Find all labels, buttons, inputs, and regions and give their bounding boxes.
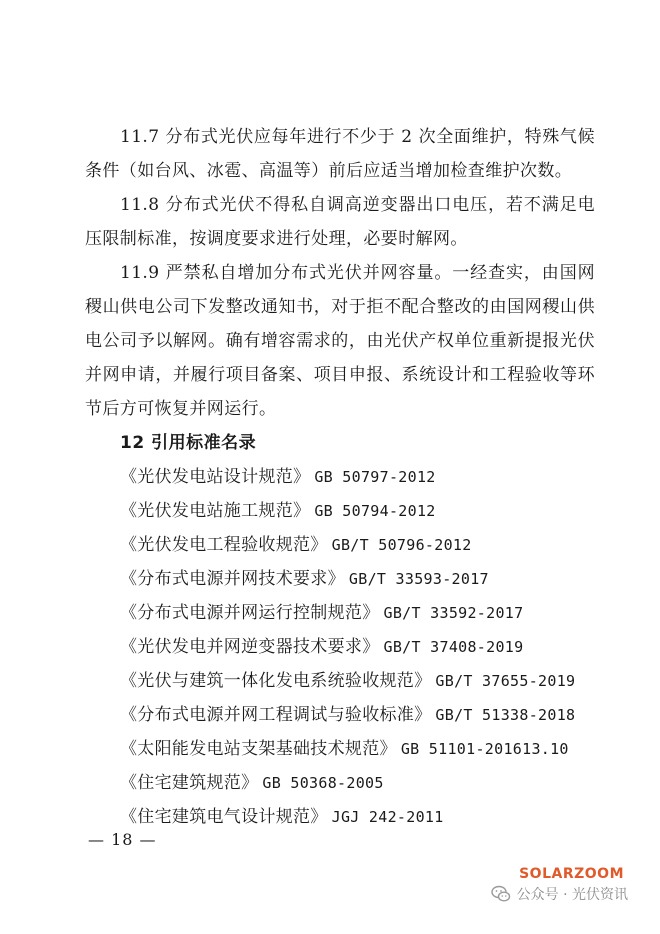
reference-item [120, 494, 595, 528]
reference-title: 《光伏发电站施工规范》 [120, 501, 311, 521]
reference-item [120, 698, 595, 732]
watermark-text: 公众号 · 光伏资讯 [516, 887, 628, 903]
reference-item [120, 766, 595, 800]
paragraph-11-7: 11.7 分布式光伏应每年进行不少于 2 次全面维护，特殊气候条件（如台风、冰雹、高温等）前后应适当增加检查维护次数。 [85, 127, 595, 181]
reference-code: GB/T 33593-2017 [348, 570, 489, 588]
reference-title: 《分布式电源并网工程调试与验收标准》 [120, 705, 432, 725]
reference-code: GB/T 37655-2019 [435, 672, 576, 690]
watermark [491, 884, 628, 904]
reference-item [120, 800, 595, 834]
reference-title: 《分布式电源并网运行控制规范》 [120, 603, 380, 623]
reference-title: 《光伏与建筑一体化发电系统验收规范》 [120, 671, 432, 691]
reference-code: GB/T 33592-2017 [383, 604, 524, 622]
reference-code: GB 51101-201613.10 [400, 740, 569, 758]
reference-code: GB/T 50796-2012 [331, 536, 472, 554]
reference-code: GB 50368-2005 [262, 774, 384, 792]
reference-title: 《光伏发电站设计规范》 [120, 467, 311, 487]
reference-item [120, 562, 595, 596]
wechat-icon [491, 884, 511, 904]
reference-title: 《住宅建筑电气设计规范》 [120, 807, 328, 827]
reference-title: 《光伏发电并网逆变器技术要求》 [120, 637, 380, 657]
reference-code: GB/T 51338-2018 [435, 706, 576, 724]
page-content [85, 120, 595, 834]
reference-code: GB/T 37408-2019 [383, 638, 524, 656]
paragraph-11-8: 11.8 分布式光伏不得私自调高逆变器出口电压，若不满足电压限制标准，按调度要求进行处理，必要时解网。 [85, 195, 595, 249]
reference-item [120, 528, 595, 562]
watermark-brand: SOLARZOOM [519, 866, 624, 882]
reference-title: 《太阳能发电站支架基础技术规范》 [120, 739, 397, 759]
reference-code: GB 50797-2012 [314, 468, 436, 486]
page-number: — 18 — [88, 830, 157, 849]
reference-title: 《分布式电源并网技术要求》 [120, 569, 345, 589]
paragraph-11-9: 11.9 严禁私自增加分布式光伏并网容量。一经查实，由国网稷山供电公司下发整改通知书，对于拒不配合整改的由国网稷山供电公司予以解网。确有增容需求的，由光伏产权单位重新提报光伏并网申请，并履行项目备案、项目申报、系统设计和工程验收等环节后方可恢复并网运行。 [85, 263, 595, 419]
reference-item [120, 732, 595, 766]
reference-item [120, 630, 595, 664]
section-heading: 12 引用标准名录 [120, 433, 257, 453]
reference-code: GB 50794-2012 [314, 502, 436, 520]
reference-title: 《光伏发电工程验收规范》 [120, 535, 328, 555]
reference-item [120, 664, 595, 698]
reference-code: JGJ 242-2011 [331, 808, 444, 826]
reference-item [120, 460, 595, 494]
reference-item [120, 596, 595, 630]
reference-list [85, 460, 595, 834]
reference-title: 《住宅建筑规范》 [120, 773, 259, 793]
